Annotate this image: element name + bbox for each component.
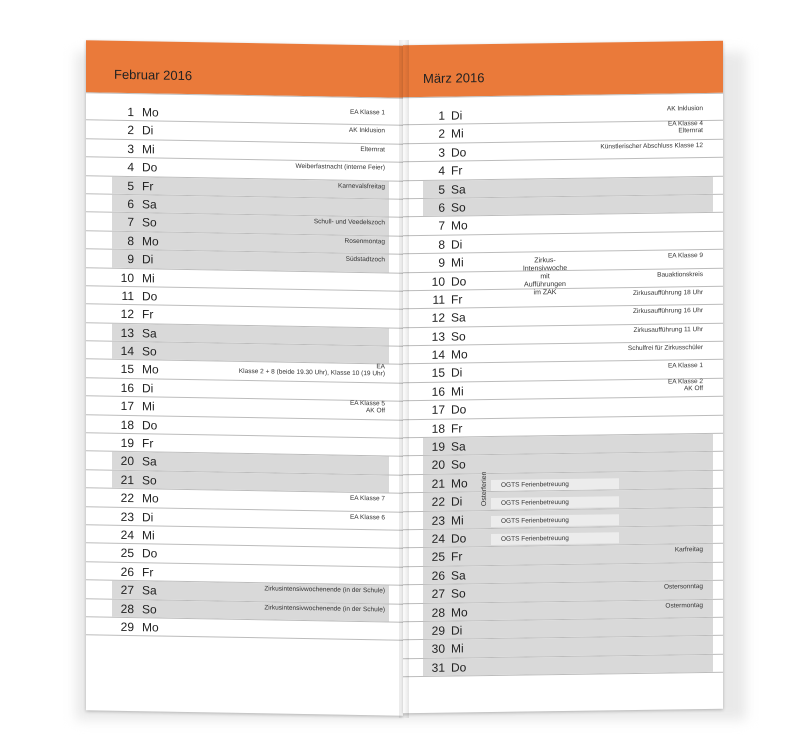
day-number: 30 xyxy=(431,641,445,657)
day-number: 5 xyxy=(127,178,134,193)
weekday: So xyxy=(142,473,157,488)
day-number: 6 xyxy=(127,196,134,212)
weekday: So xyxy=(451,200,466,215)
day-number: 17 xyxy=(431,402,445,418)
day-number: 22 xyxy=(120,491,134,506)
month-title: März 2016 xyxy=(423,70,485,86)
day-number: 10 xyxy=(431,274,445,289)
weekday: Do xyxy=(142,546,158,561)
day-number: 14 xyxy=(120,343,134,359)
event-text: Karfreitag xyxy=(674,546,703,554)
day-number: 19 xyxy=(431,439,445,454)
weekday: Mo xyxy=(142,233,159,249)
weekday: So xyxy=(142,344,157,359)
event-text: Zirkusaufführung 11 Uhr xyxy=(633,325,703,334)
february-page xyxy=(86,40,403,716)
weekday: Mo xyxy=(451,604,468,620)
day-row xyxy=(403,654,723,677)
weekday: Di xyxy=(142,252,154,267)
event-text: Künstlerischer Abschluss Klasse 12 xyxy=(600,141,703,151)
day-number: 16 xyxy=(120,380,134,395)
event-text: EA Klasse 4 Elternrat xyxy=(667,120,703,135)
weekday: Mi xyxy=(451,126,464,141)
event-text: EA Klasse 2 AK Off xyxy=(667,377,703,393)
day-list xyxy=(403,103,723,678)
weekday: Mi xyxy=(142,399,155,414)
weekday: Di xyxy=(142,123,154,138)
day-number: 4 xyxy=(127,160,134,175)
day-number: 12 xyxy=(431,310,445,326)
event-text: AK Inklusion xyxy=(348,127,385,135)
weekday: Mo xyxy=(142,362,159,377)
day-number: 29 xyxy=(120,619,134,635)
weekday: Do xyxy=(451,273,467,289)
weekday: Sa xyxy=(142,583,157,598)
day-number: 22 xyxy=(431,494,445,510)
event-text: Zirkusintensivwochenende (in der Schule) xyxy=(264,603,385,613)
weekday: Di xyxy=(142,381,154,396)
day-number: 21 xyxy=(120,472,134,487)
weekday: Mi xyxy=(451,255,464,270)
day-number: 26 xyxy=(120,564,134,579)
day-number: 5 xyxy=(438,182,445,197)
event-text: Ostermontag xyxy=(665,601,703,610)
day-number: 9 xyxy=(438,255,445,270)
day-number: 25 xyxy=(120,546,134,561)
weekday: Fr xyxy=(142,178,154,193)
day-list xyxy=(86,102,403,641)
day-number: 4 xyxy=(438,163,445,178)
event-text: EA Klasse 1 xyxy=(349,108,385,117)
event-text: EA Klasse 6 xyxy=(349,513,385,522)
weekday: Do xyxy=(142,289,158,304)
weekday: Fr xyxy=(451,292,463,307)
day-number: 31 xyxy=(431,660,445,675)
weekday: Sa xyxy=(142,454,157,469)
day-number: 16 xyxy=(431,384,445,399)
day-number: 20 xyxy=(431,458,445,473)
day-number: 11 xyxy=(121,288,134,303)
weekday: Mo xyxy=(451,218,468,233)
weekday: So xyxy=(451,329,466,344)
weekday: Mi xyxy=(142,270,155,285)
event-text: Bauaktionskreis xyxy=(657,270,703,279)
day-number: 7 xyxy=(438,218,445,234)
event-text: EA Klasse 1 xyxy=(667,362,703,371)
ogts-bar-21: OGTS Ferienbetreuung xyxy=(491,478,619,491)
weekday: So xyxy=(142,601,157,617)
day-number: 26 xyxy=(431,568,445,583)
day-number: 28 xyxy=(120,601,134,616)
weekday: Sa xyxy=(142,325,157,341)
event-text: Südstadtzoch xyxy=(345,255,385,264)
weekday: Do xyxy=(142,160,158,175)
weekday: So xyxy=(451,586,466,601)
day-number: 3 xyxy=(438,145,445,160)
day-number: 3 xyxy=(127,141,134,156)
osterferien-label: Osterferien xyxy=(481,471,488,507)
weekday: Di xyxy=(451,108,463,123)
day-number: 15 xyxy=(120,362,134,377)
day-number: 14 xyxy=(431,347,445,362)
day-number: 25 xyxy=(431,550,445,565)
weekday: Fr xyxy=(142,436,154,451)
weekday: Fr xyxy=(451,421,463,436)
weekday: Mo xyxy=(142,491,159,506)
weekday: Do xyxy=(451,145,467,160)
day-number: 8 xyxy=(438,237,445,252)
zirkus-note: Zirkus- Intensivwoche mit Aufführungen im ZAK xyxy=(522,257,568,297)
weekday: Fr xyxy=(451,163,463,178)
weekday: So xyxy=(451,457,466,472)
day-number: 2 xyxy=(438,127,445,142)
event-text: Weiberfastnacht (interne Feier) xyxy=(295,163,385,172)
event-text: Zirkusintensivwochenende (in der Schule) xyxy=(264,585,385,595)
event-text: AK Inklusion xyxy=(666,105,703,113)
day-number: 24 xyxy=(431,531,445,546)
weekday: Mo xyxy=(451,347,468,362)
weekday: Di xyxy=(451,494,463,509)
weekday: Sa xyxy=(451,568,466,583)
weekday: Mo xyxy=(142,620,159,635)
day-number: 13 xyxy=(120,325,134,340)
day-number: 23 xyxy=(431,513,445,528)
weekday: Fr xyxy=(451,549,463,564)
weekday: Sa xyxy=(451,310,466,325)
day-number: 1 xyxy=(127,104,134,120)
day-number: 19 xyxy=(120,435,134,451)
march-page xyxy=(403,41,723,713)
weekday: Mi xyxy=(451,384,464,399)
book-gutter xyxy=(399,40,409,718)
weekday: Sa xyxy=(451,439,466,454)
ogts-bar-23: OGTS Ferienbetreuung xyxy=(491,514,619,527)
weekday: Mo xyxy=(451,476,468,491)
event-text: Karnevalsfreitag xyxy=(338,182,385,191)
day-number: 7 xyxy=(127,215,134,230)
weekday: Do xyxy=(451,402,467,417)
day-number: 20 xyxy=(120,454,134,469)
weekday: Mi xyxy=(142,528,155,543)
day-number: 23 xyxy=(120,509,134,524)
event-text: Zirkusaufführung 16 Uhr xyxy=(633,307,703,316)
event-text: Zirkusaufführung 18 Uhr xyxy=(633,288,703,297)
weekday: Di xyxy=(142,509,154,525)
weekday: Sa xyxy=(451,181,466,197)
weekday: Do xyxy=(142,417,158,433)
ogts-bar-22: OGTS Ferienbetreuung xyxy=(491,496,619,509)
weekday: Di xyxy=(451,237,463,252)
month-title: Februar 2016 xyxy=(114,66,193,84)
weekday: Di xyxy=(451,623,463,638)
day-number: 9 xyxy=(127,252,134,267)
day-number: 18 xyxy=(431,421,445,436)
day-number: 15 xyxy=(431,366,445,381)
day-number: 8 xyxy=(127,233,134,248)
event-text: Ostersonntag xyxy=(663,583,703,591)
weekday: Di xyxy=(451,365,463,381)
weekday: Mi xyxy=(451,512,464,528)
event-text: EA Klasse 2 + 8 (beide 19.30 Uhr), Klasse 10 (19 Uhr) xyxy=(238,363,385,378)
weekday: Mi xyxy=(451,641,464,656)
event-text: Schulfrei für Zirkusschüler xyxy=(627,344,703,353)
day-number: 1 xyxy=(438,108,445,123)
event-text: EA Klasse 7 xyxy=(349,495,385,503)
day-number: 6 xyxy=(438,200,445,215)
day-number: 18 xyxy=(120,417,134,432)
weekend-shade xyxy=(423,655,713,676)
page-header-band xyxy=(403,41,723,97)
weekday: Do xyxy=(451,660,467,675)
event-text: Schull- und Veedelszoch xyxy=(313,218,385,227)
event-text: Rosenmontag xyxy=(344,237,385,246)
weekday: Do xyxy=(451,531,467,546)
day-number: 12 xyxy=(120,307,134,322)
event-text: EA Klasse 5 AK Off xyxy=(349,400,385,415)
day-number: 17 xyxy=(120,399,134,414)
weekday: Fr xyxy=(142,307,154,322)
day-number: 27 xyxy=(120,582,134,598)
weekday: Fr xyxy=(142,564,154,580)
event-text: EA Klasse 9 xyxy=(667,252,703,260)
day-number: 24 xyxy=(120,527,134,543)
weekday: So xyxy=(142,215,157,230)
day-number: 29 xyxy=(431,623,445,638)
ogts-bar-24: OGTS Ferienbetreuung xyxy=(491,532,619,545)
day-number: 28 xyxy=(431,605,445,620)
day-number: 11 xyxy=(432,292,445,307)
day-number: 21 xyxy=(431,476,445,491)
weekday: Sa xyxy=(142,197,157,212)
weekday: Mi xyxy=(142,141,155,157)
day-number: 13 xyxy=(431,329,445,344)
day-number: 2 xyxy=(127,123,134,138)
day-number: 27 xyxy=(431,586,445,601)
weekday: Mo xyxy=(142,105,159,120)
event-text: Elternrat xyxy=(360,145,385,154)
day-number: 10 xyxy=(120,270,134,285)
